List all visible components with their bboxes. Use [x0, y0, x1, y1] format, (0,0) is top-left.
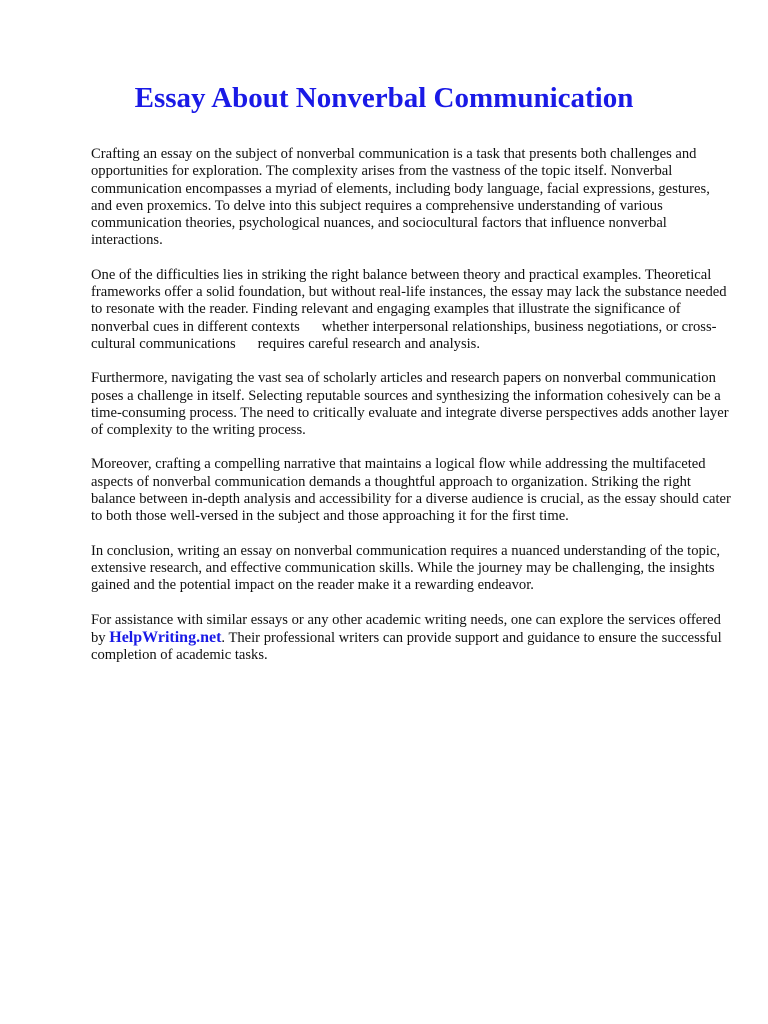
paragraph-narrative: Moreover, crafting a compelling narrative that maintains a logical flow while addressing the multifaceted aspects of nonverbal communication demands a thoughtful approach to organization. Striking the right balance between in-depth analysis and accessibility for a diverse audience is crucial, as the essay should cater to both those well-versed in the subject and those approaching it for the first time.: [91, 456, 731, 525]
document-title: Essay About Nonverbal Communication: [134, 82, 634, 114]
closing-text-before-link: For assistance with similar essays or any other academic writing needs, one can explore the services offered by: [91, 611, 721, 646]
paragraph-intro: Crafting an essay on the subject of nonverbal communication is a task that presents both challenges and opportunities for exploration. The complexity arises from the vastness of the topic itself. Nonverbal communication encompasses a myriad of elements, including body language, facial expressions, gestures, and even proxemics. To delve into this subject requires a comprehensive understanding of various communication theories, psychological nuances, and sociocultural factors that influence nonverbal interactions.: [91, 146, 710, 249]
paragraph-sources: Furthermore, navigating the vast sea of scholarly articles and research papers on nonverbal communication poses a challenge in itself. Selecting reputable sources and synthesizing the information cohesively can be a time-consuming process. The need to critically evaluate and integrate diverse perspectives adds another layer of complexity to the writing process.: [91, 370, 729, 439]
paragraph-difficulties: One of the difficulties lies in striking the right balance between theory and practical examples. Theoretical frameworks offer a solid foundation, but without real-life instances, the essay may lack the substance needed to resonate with the reader. Finding relevant and engaging examples that illustrate the significance of nonverbal cues in different contexts whether interpersonal relationships, business negotiations, or cross-cultural communications requires careful research and analysis.: [91, 266, 727, 352]
helpwriting-link[interactable]: HelpWriting.net: [109, 628, 222, 646]
paragraph-conclusion: In conclusion, writing an essay on nonverbal communication requires a nuanced understanding of the topic, extensive research, and effective communication skills. While the journey may be challenging, the insights gained and the potential impact on the reader make it a rewarding endeavor.: [91, 542, 720, 594]
document-body: [91, 146, 731, 681]
closing-text-after-link: . Their professional writers can provide support and guidance to ensure the successful completion of academic tasks.: [91, 629, 722, 664]
paragraph-closing: [91, 612, 731, 665]
